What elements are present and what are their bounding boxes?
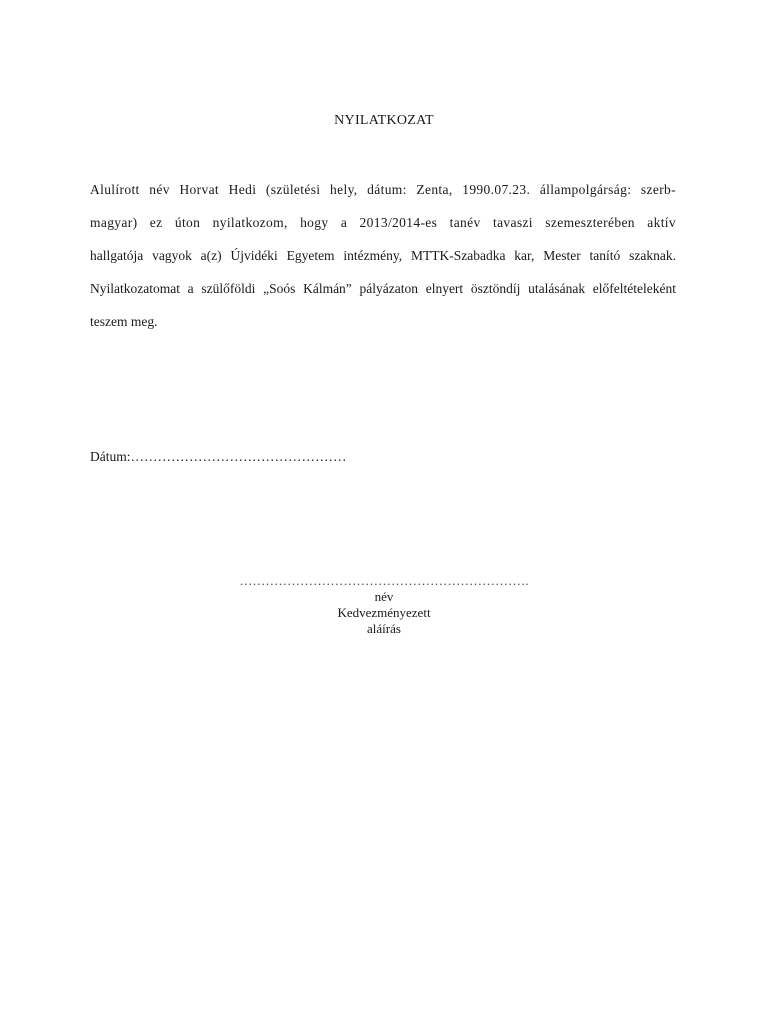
document-title: NYILATKOZAT bbox=[334, 113, 434, 128]
paragraph-line-5: teszem meg. bbox=[90, 314, 158, 329]
date-dotted-line: ………………………………………… bbox=[130, 449, 347, 464]
paragraph-line-2: magyar) ez úton nyilatkozom, hogy a 2013/2014-es tanév tavaszi szemeszterében aktív bbox=[90, 215, 676, 230]
paragraph-line-4: Nyilatkozatomat a szülőföldi „Soós Kálmán” pályázaton elnyert ösztöndíj utalásának előfeltételeként bbox=[90, 281, 676, 296]
signature-dotted-line: …………………………………………………………. bbox=[239, 573, 529, 588]
paragraph-line-1: Alulírott név Horvat Hedi (születési hely, dátum: Zenta, 1990.07.23. állampolgárság: szerb- bbox=[90, 182, 676, 197]
signature-name-label: név bbox=[374, 589, 394, 604]
signature-role-label: Kedvezményezett bbox=[337, 605, 431, 620]
signature-label: aláírás bbox=[367, 621, 401, 636]
declaration-paragraph bbox=[90, 176, 676, 341]
signature-block bbox=[0, 573, 768, 637]
date-field bbox=[90, 446, 347, 468]
date-label: Dátum: bbox=[90, 449, 131, 464]
paragraph-line-3: hallgatója vagyok a(z) Újvidéki Egyetem intézmény, MTTK-Szabadka kar, Mester tanító szaknak. bbox=[90, 248, 676, 263]
